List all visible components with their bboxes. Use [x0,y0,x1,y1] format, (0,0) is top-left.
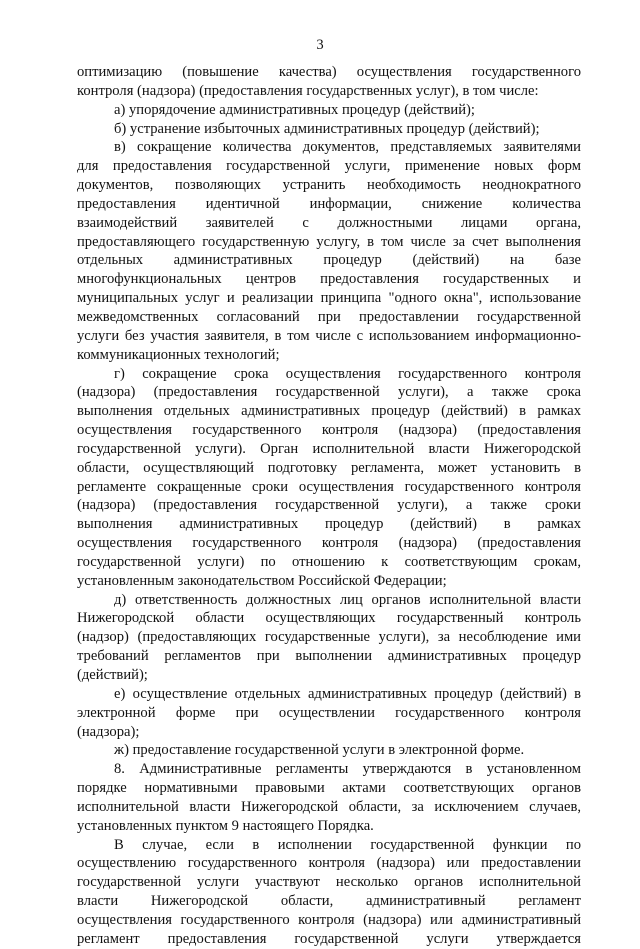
text-line: контроля (надзора) (предоставления государственных услуг), в том числе: [77,82,539,99]
text-line: установленным законодательством Российской Федерации; [77,572,447,589]
text-line: регламент предоставления государственной услуги утверждается [77,930,581,947]
text-line: осуществления государственного контроля (надзора) или административный [77,911,581,928]
document-body [77,63,581,949]
page-number: 3 [316,37,324,53]
text-line: а) упорядочение административных процедур (действий); [114,101,475,118]
text-line: услуги без участия заявителя, в том числе с использованием информационно- [77,327,581,344]
text-line: Нижегородской области осуществляющих государственный контроль [77,610,581,627]
text-line: для предоставления государственной услуги, применение новых форм [77,158,581,175]
text-line: коммуникационных технологий; [77,346,280,363]
text-line: оптимизацию (повышение качества) осуществления государственного [77,64,581,80]
text-line: б) устранение избыточных административных процедур (действий); [114,120,540,137]
text-line: д) ответственность должностных лиц органов исполнительной власти [114,591,581,608]
text-line: порядке нормативными правовыми актами соответствующих органов [77,780,581,797]
text-line: взаимодействий заявителей с должностными лицами органа, [77,214,581,231]
text-line: требований регламентов при выполнении административных процедур [77,648,581,665]
text-line: многофункциональных центров предоставления государственных и [77,271,581,288]
text-line: государственной услуги участвуют несколько органов исполнительной [77,874,581,891]
text-line: регламенте сокращенные сроки осуществления государственного контроля [77,478,581,495]
text-line: (надзор) (предоставляющих государственные услуги), за несоблюдение ими [77,629,581,646]
text-line: исполнительной власти Нижегородской области, за исключением случаев, [77,798,581,815]
text-line: установленных пунктом 9 настоящего Порядка. [77,817,374,834]
text-line: муниципальных услуг и реализации принципа "одного окна", использование [77,290,581,307]
text-line: (действий); [77,667,148,683]
text-line: осуществления государственного контроля (надзора) (предоставления [77,422,581,439]
text-line: власти Нижегородской области, административный регламент [77,893,581,910]
text-line: государственной услуги). Орган исполнительной власти Нижегородской [77,440,581,457]
text-line: отдельных административных процедур (действий) на базе [77,252,581,269]
text-line: ж) предоставление государственной услуги в электронной форме. [114,742,525,759]
text-line: е) осуществление отдельных административных процедур (действий) в [114,685,581,702]
text-line: выполнения отдельных административных процедур (действий) в рамках [77,403,581,420]
text-line: области, осуществляющий подготовку регламента, может установить в [77,459,581,476]
text-line: государственной услуги) по отношению к соответствующим срокам, [77,553,581,570]
text-line: В случае, если в исполнении государственной функции по [114,836,581,853]
text-line: предоставляющего государственную услугу, в том числе за счет выполнения [77,233,581,250]
text-line: (надзора) (предоставления государственной услуги), а также срока [77,384,581,401]
text-line: осуществления государственного контроля (надзора) (предоставления [77,535,581,552]
text-line: (надзора); [77,723,140,740]
text-line: 8. Административные регламенты утверждаются в установленном [114,761,581,778]
text-line: электронной форме при осуществлении государственного контроля [77,704,581,721]
text-line: межведомственных согласований при предоставлении государственной [77,308,581,325]
text-line: предоставления идентичной информации, снижение количества [77,195,581,212]
text-line: в) сокращение количества документов, представляемых заявителями [114,139,581,156]
text-line: (надзора) (предоставления государственной услуги), а также сроки [77,497,581,514]
text-line: г) сокращение срока осуществления государственного контроля [114,365,581,382]
text-line: документов, позволяющих устранить необходимость неоднократного [77,177,581,194]
text-line: выполнения административных процедур (действий) в рамках [77,516,581,533]
text-line: осуществлению государственного контроля (надзора) или предоставлении [77,855,581,872]
